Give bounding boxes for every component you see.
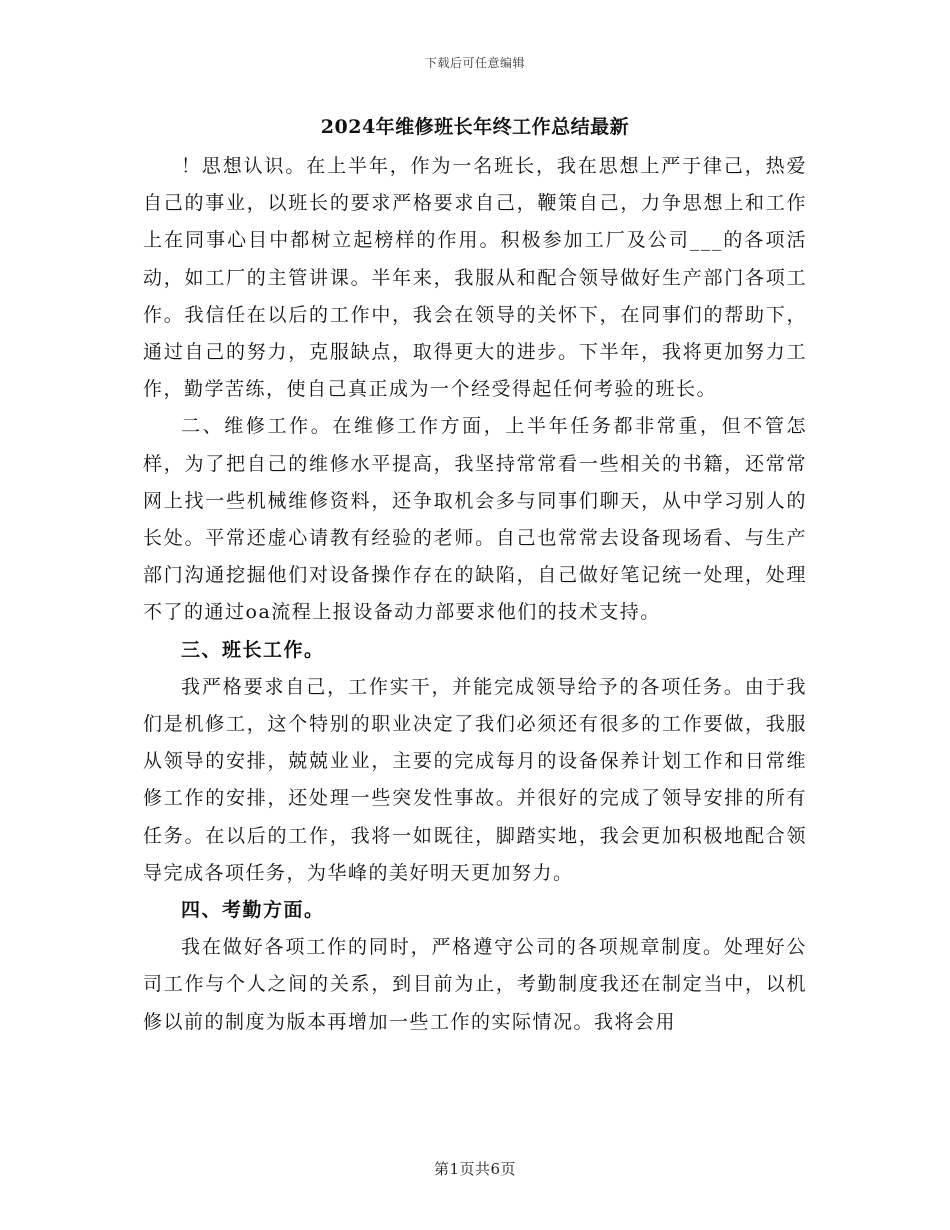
- page-number-footer: 第1页共6页: [433, 1160, 517, 1178]
- paragraph-attendance: 我在做好各项工作的同时，严格遵守公司的各项规章制度。处理好公司工作与个人之间的关系，到目前为止，考勤制度我还在制定当中，以机修以前的制度为版本再增加一些工作的实际情况。我将会用: [143, 936, 807, 1033]
- document-body: [143, 112, 807, 1041]
- paragraph-thought: ！思想认识。在上半年，作为一名班长，我在思想上严于律己，热爱自己的事业，以班长的要求严格要求自己，鞭策自己，力争思想上和工作上在同事心目中都树立起榜样的作用。积极参加工厂及公司___的各项活动，如工厂的主管讲课。半年来，我服从和配合领导做好生产部门各项工作。我信任在以后的工作中，我会在领导的关怀下，在同事们的帮助下，通过自己的努力，克服缺点，取得更大的进步。下半年，我将更加努力工作，勤学苦练，使自己真正成为一个经受得起任何考验的班长。: [143, 155, 807, 401]
- header-note: 下载后可任意编辑: [424, 56, 525, 70]
- paragraph-maintenance: 二、维修工作。在维修工作方面，上半年任务都非常重，但不管怎样，为了把自己的维修水平提高，我坚持常常看一些相关的书籍，还常常网上找一些机械维修资料，还争取机会多与同事们聊天，从中学习别人的长处。平常还虚心请教有经验的老师。自己也常常去设备现场看、与生产部门沟通挖掘他们对设备操作存在的缺陷，自己做好笔记统一处理，处理不了的通过oa流程上报设备动力部要求他们的技术支持。: [143, 415, 807, 624]
- paragraph-team-leader-work: 我严格要求自己，工作实干，并能完成领导给予的各项任务。由于我们是机修工，这个特别的职业决定了我们必须还有很多的工作要做，我服从领导的安排，兢兢业业，主要的完成每月的设备保养计划工作和日常维修工作的安排，还处理一些突发性事故。并很好的完成了领导安排的所有任务。在以后的工作，我将一如既往，脚踏实地，我会更加积极地配合领导完成各项任务，为华峰的美好明天更加努力。: [143, 675, 807, 884]
- document-title: 2024年维修班长年终工作总结最新: [320, 116, 630, 138]
- heading-attendance: 四、考勤方面。: [181, 899, 325, 922]
- heading-team-leader-work: 三、班长工作。: [181, 638, 325, 661]
